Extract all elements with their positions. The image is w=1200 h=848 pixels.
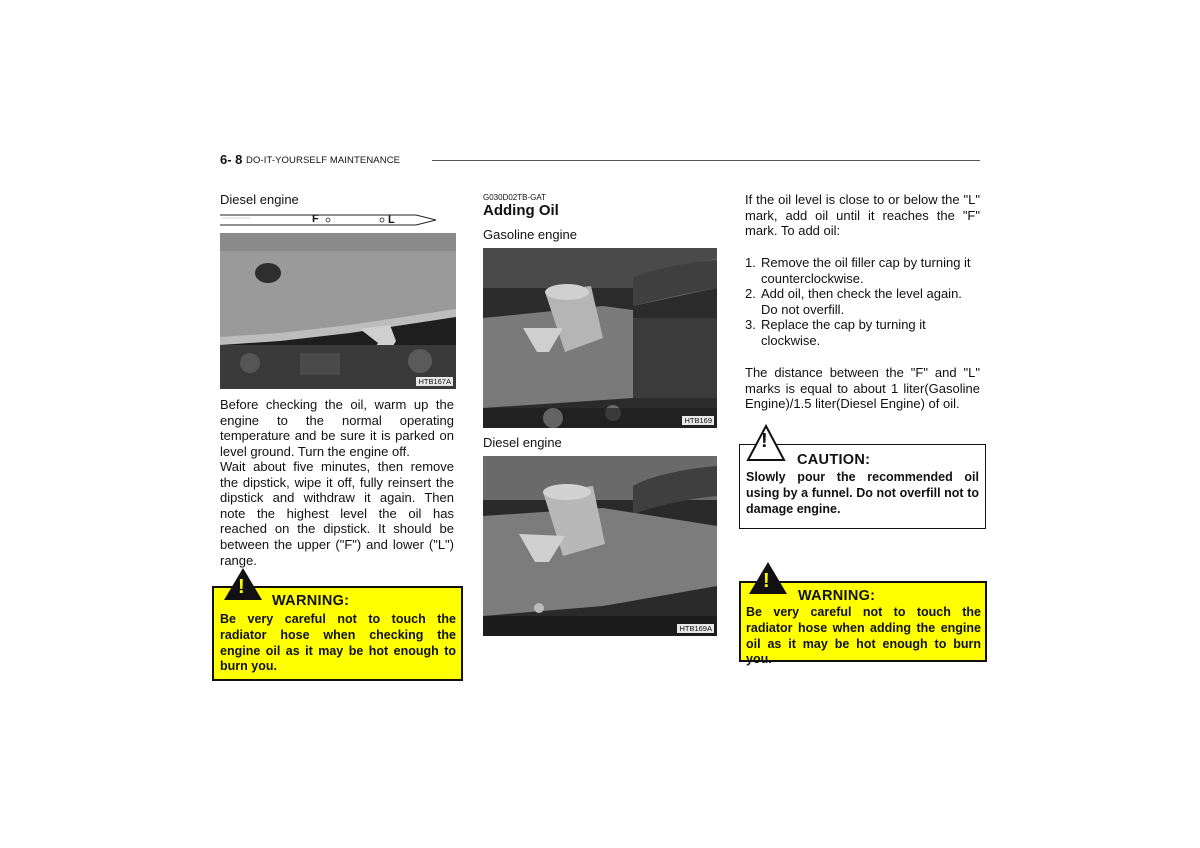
dipstick-l-mark: L	[388, 214, 395, 226]
photo-label-htb167a: HTB167A	[418, 377, 451, 386]
step-item	[745, 317, 980, 348]
warning-title: WARNING:	[798, 588, 876, 604]
step-number: 2.	[745, 286, 756, 302]
gasoline-engine-photo	[483, 248, 717, 428]
diesel-engine-subtitle: Diesel engine	[220, 192, 299, 207]
page-number: 6- 8	[220, 152, 243, 167]
check-oil-paragraph-2: Wait about five minutes, then remove the dipstick, wipe it off, fully reinsert the dipstick and withdraw it again. Then note the highest level the oil has reached on the dipstick. It should be between the upper ("F") and lower ("L") range.	[220, 459, 454, 568]
header-rule	[432, 160, 980, 161]
dipstick-illustration	[220, 208, 456, 232]
step-item	[745, 286, 980, 317]
step-text: Replace the cap by turning it clockwise.	[761, 317, 926, 348]
step-number: 3.	[745, 317, 756, 333]
caution-icon-mark: !	[761, 430, 768, 452]
step-text: Remove the oil filler cap by turning it counterclockwise.	[761, 255, 971, 286]
dipstick-f-mark: F	[312, 213, 319, 225]
gasoline-engine-label: Gasoline engine	[483, 227, 577, 242]
caution-text: Slowly pour the recommended oil using by a funnel. Do not overfill not to damage engine.	[746, 470, 979, 516]
warning-box-left	[212, 586, 463, 681]
add-oil-intro: If the oil level is close to or below the "L" mark, add oil until it reaches the "F" mark. To add oil:	[745, 192, 980, 239]
warning-text: Be very careful not to touch the radiator hose when checking the engine oil as it may be hot enough to burn you.	[220, 612, 456, 674]
photo-label-htb169a: HTB169A	[679, 624, 712, 633]
warning-title: WARNING:	[272, 593, 350, 609]
distance-note: The distance between the "F" and "L" marks is equal to about 1 liter(Gasoline Engine)/1.5 liter(Diesel Engine) of oil.	[745, 365, 980, 412]
diesel-engine-label: Diesel engine	[483, 435, 562, 450]
warning-icon-mark: !	[763, 570, 770, 592]
check-oil-paragraph-1: Before checking the oil, warm up the engine to the normal operating temperature and be sure it is parked on level ground. Turn the engine off.	[220, 397, 454, 459]
adding-oil-heading: Adding Oil	[483, 202, 559, 219]
step-number: 1.	[745, 255, 756, 270]
diesel-engine-adding-oil-photo	[483, 456, 717, 636]
add-oil-steps	[745, 255, 980, 349]
warning-text: Be very careful not to touch the radiator hose when adding the engine oil as it may be hot enough to burn you.	[746, 605, 981, 667]
diesel-engine-photo	[220, 233, 456, 389]
warning-icon-mark: !	[238, 576, 245, 598]
photo-label-htb169: HTB169	[684, 416, 712, 425]
caution-title: CAUTION:	[797, 452, 871, 468]
section-title: DO-IT-YOURSELF MAINTENANCE	[246, 155, 401, 166]
step-text: Add oil, then check the level again. Do not overfill.	[761, 286, 962, 317]
section-code: G030D02TB-GAT	[483, 193, 546, 202]
step-item	[745, 255, 980, 286]
